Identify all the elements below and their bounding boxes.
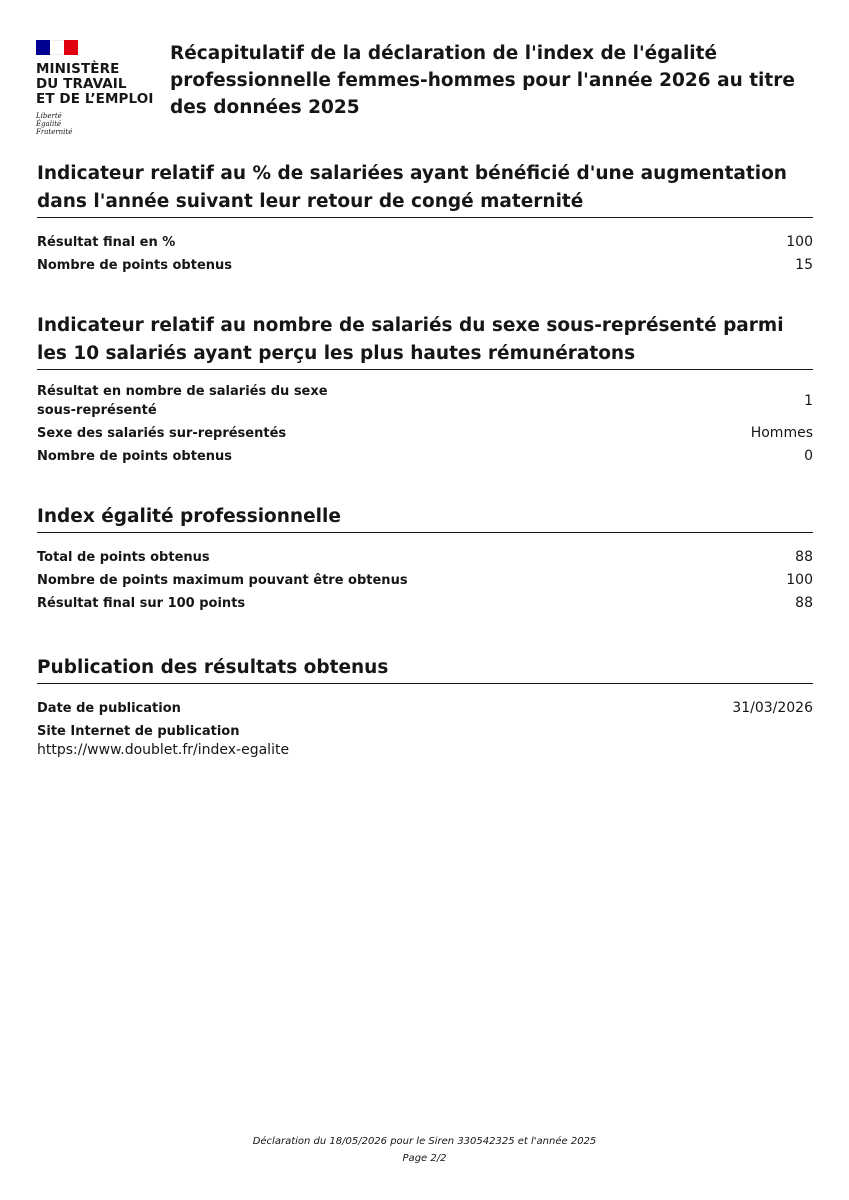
result-row — [37, 233, 813, 252]
site-label-row — [37, 722, 813, 741]
ministry-name: MINISTÈRE DU TRAVAIL ET DE L’EMPLOI — [36, 61, 154, 107]
row-value: 88 — [795, 549, 813, 565]
result-row — [37, 571, 813, 590]
result-row — [37, 447, 813, 466]
french-flag-icon — [36, 40, 78, 55]
result-row — [37, 699, 813, 718]
section-maternity — [37, 160, 813, 275]
row-value: 0 — [804, 448, 813, 464]
declaration-info: Déclaration du 18/05/2026 pour le Siren 330542325 et l'année 2025 — [252, 1136, 597, 1147]
page-footer — [0, 1133, 849, 1167]
republic-motto: Liberté Égalité Fraternité — [36, 112, 73, 136]
ministry-logo — [36, 40, 161, 136]
row-label: Sexe des salariés sur-représentés — [37, 426, 287, 441]
section-title: Index égalité professionnelle — [37, 503, 813, 533]
row-label: Total de points obtenus — [37, 550, 210, 565]
result-row — [37, 382, 813, 420]
page-number: Page 2/2 — [402, 1153, 447, 1164]
row-value: 88 — [795, 595, 813, 611]
row-value: 100 — [786, 572, 813, 588]
section-title: Indicateur relatif au % de salariées ayant bénéficié d'une augmentation dans l'année suivant leur retour de congé maternité — [37, 160, 813, 218]
row-label: Nombre de points maximum pouvant être obtenus — [37, 573, 408, 588]
section-title: Publication des résultats obtenus — [37, 654, 813, 684]
row-value: 100 — [786, 234, 813, 250]
row-label: Résultat final en % — [37, 235, 176, 250]
row-label: Nombre de points obtenus — [37, 258, 233, 273]
result-row — [37, 424, 813, 443]
site-url: https://www.doublet.fr/index-egalite — [37, 742, 290, 758]
section-title: Indicateur relatif au nombre de salariés du sexe sous-représenté parmi les 10 salariés ayant perçu les plus hautes rémunératons — [37, 312, 813, 370]
document-title: Récapitulatif de la déclaration de l'index de l'égalité professionnelle femmes-hommes pour l'année 2026 au titre des données 2025 — [170, 43, 795, 118]
row-label: Date de publication — [37, 701, 181, 716]
row-value: Hommes — [750, 425, 813, 441]
row-label: Résultat en nombre de salariés du sexe sous-représenté — [37, 384, 328, 418]
result-row — [37, 548, 813, 567]
section-publication — [37, 654, 813, 760]
result-row — [37, 256, 813, 275]
row-value: 1 — [804, 392, 813, 409]
row-label: Résultat final sur 100 points — [37, 596, 246, 611]
section-index — [37, 503, 813, 613]
section-top-salaries — [37, 312, 813, 466]
row-label: Nombre de points obtenus — [37, 449, 233, 464]
site-label: Site Internet de publication — [37, 724, 240, 739]
row-value: 15 — [795, 257, 813, 273]
result-row — [37, 594, 813, 613]
row-value: 31/03/2026 — [732, 700, 813, 716]
